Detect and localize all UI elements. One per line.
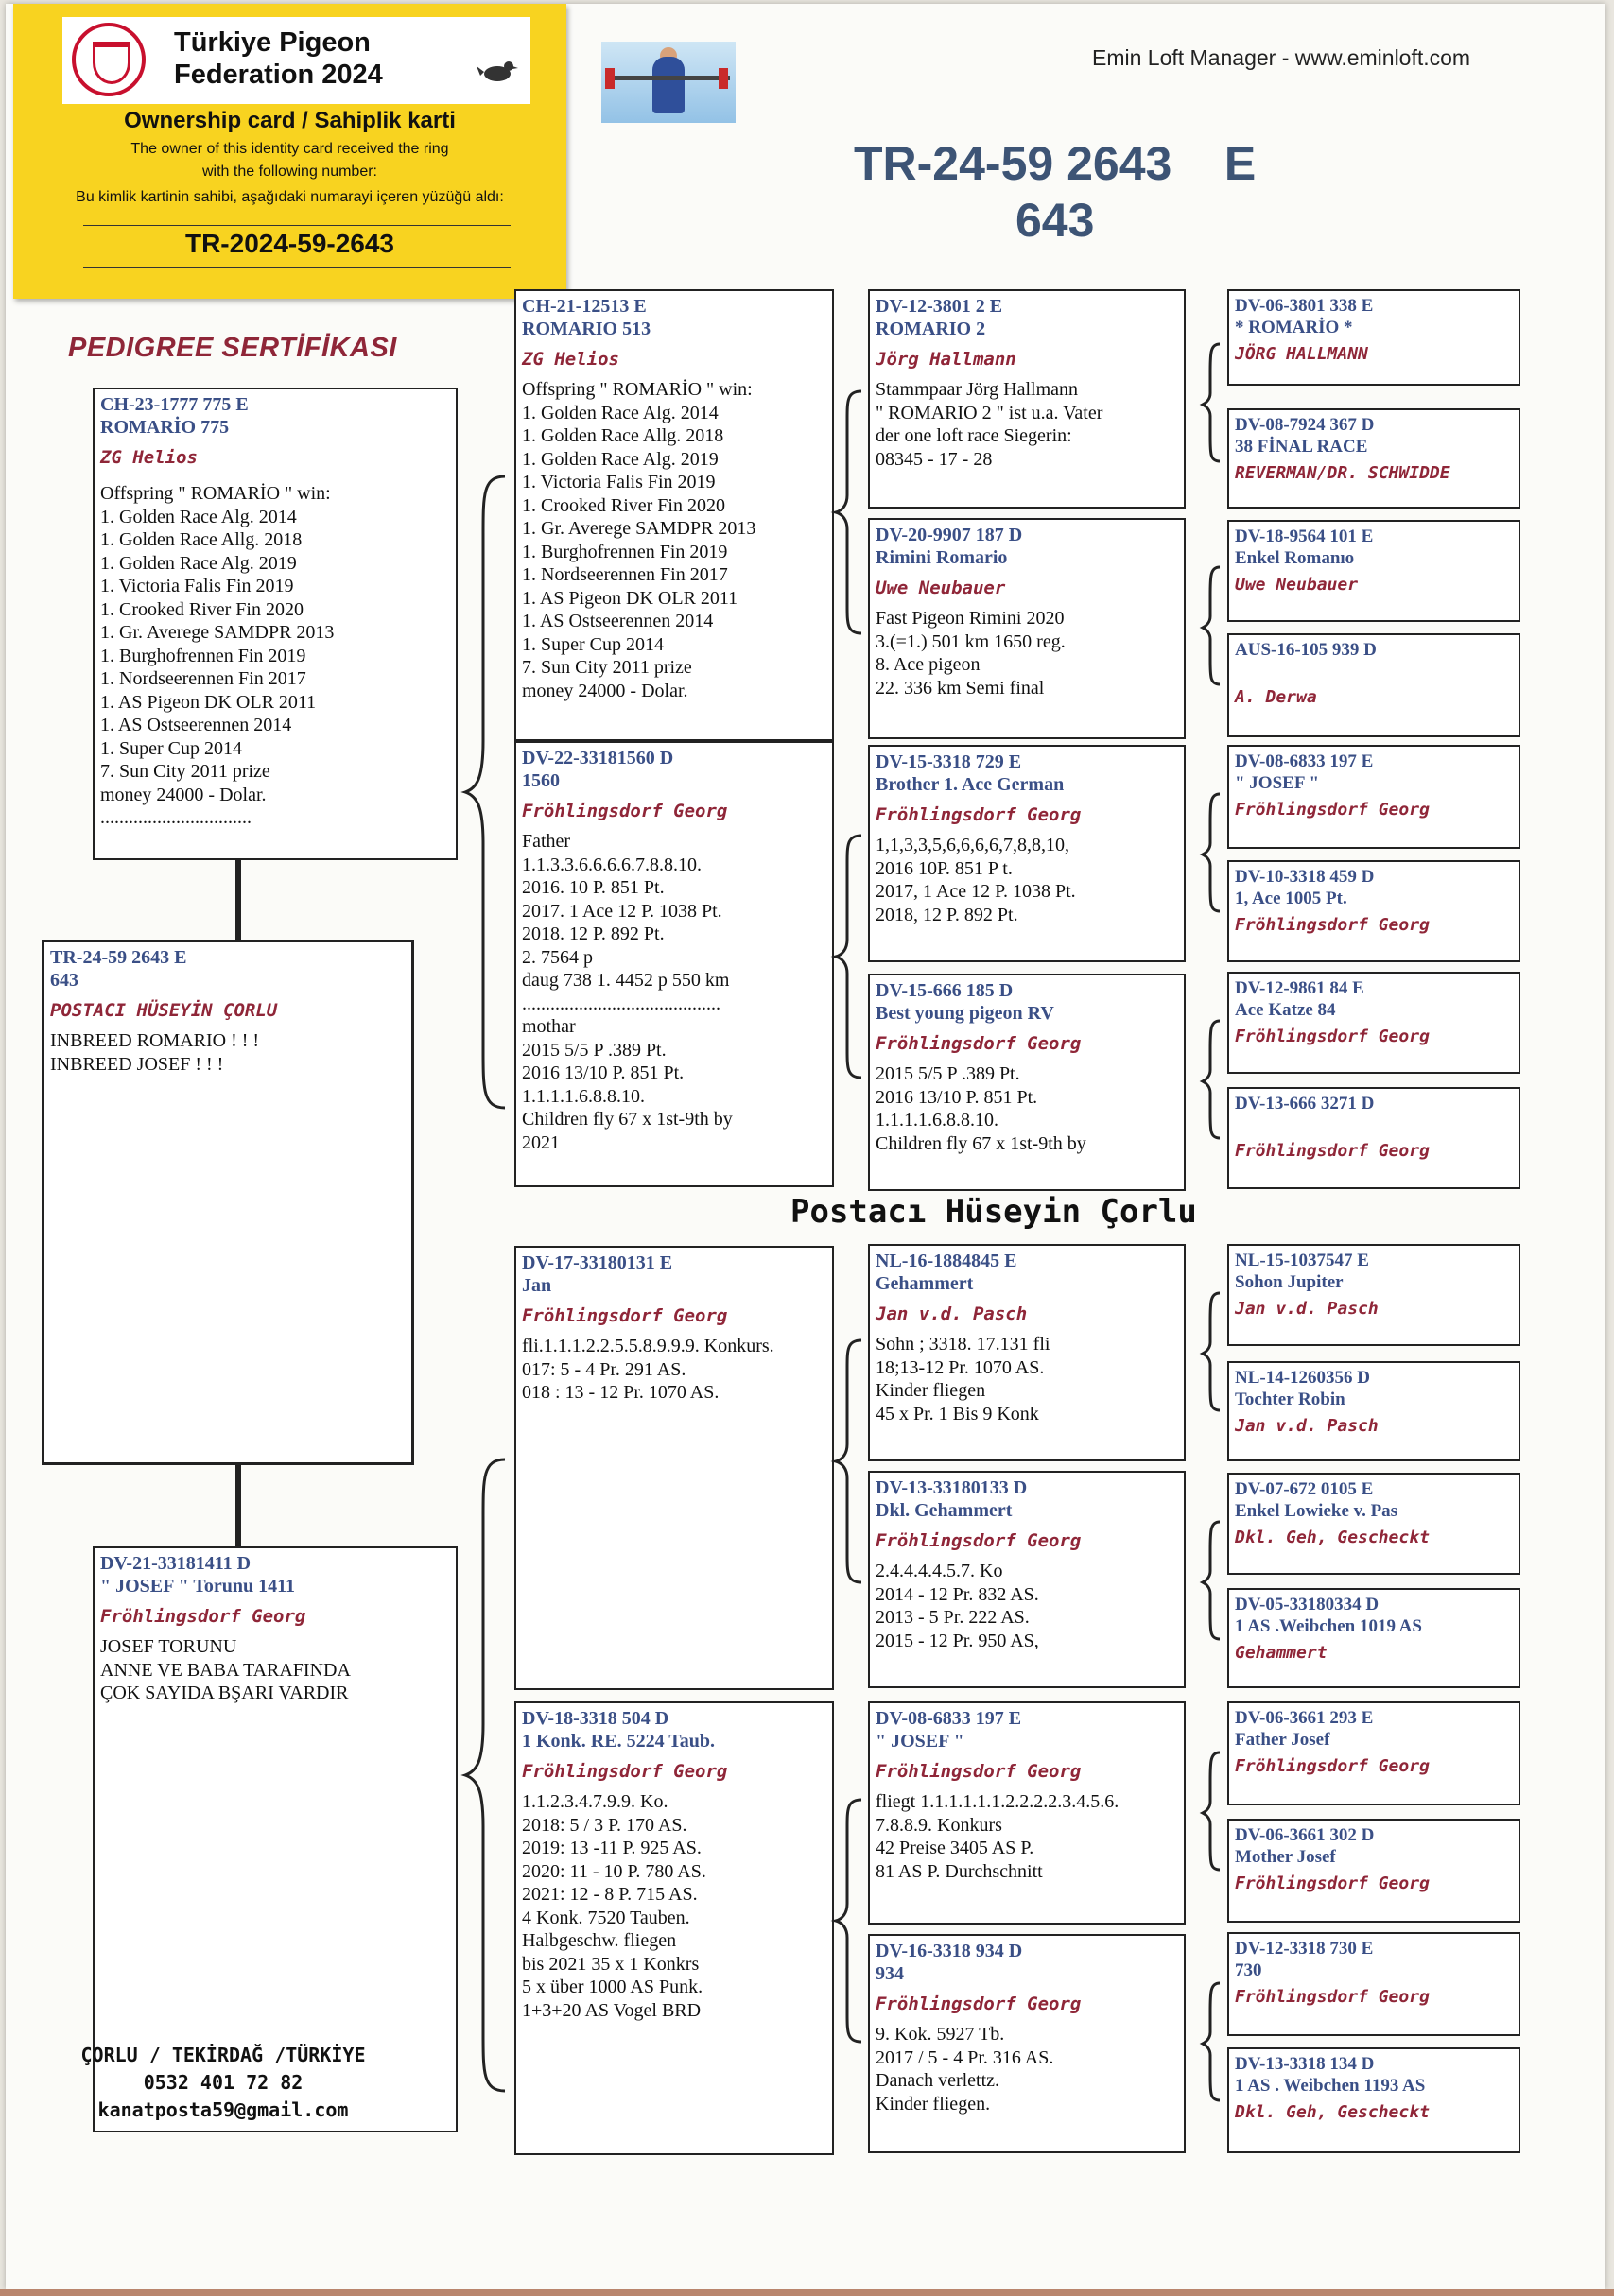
gen3-ring: DV-15-666 185 D bbox=[876, 980, 1014, 1001]
gen3-ring: DV-12-3801 2 E bbox=[876, 296, 1003, 317]
gen2-ring: DV-17-33180131 E bbox=[522, 1252, 673, 1273]
gen3-ring: DV-13-33180133 D bbox=[876, 1477, 1028, 1498]
gen4-name: 1 AS .Weibchen 1019 AS bbox=[1235, 1616, 1422, 1636]
gen4-ring: DV-10-3318 459 D bbox=[1235, 867, 1375, 887]
gen2-breeder: ZG Helios bbox=[522, 349, 619, 370]
gen4-name: Ace Katze 84 bbox=[1235, 1000, 1336, 1020]
mother-breeder: Fröhlingsdorf Georg bbox=[100, 1606, 306, 1627]
gen4-name: Sohon Jupiter bbox=[1235, 1272, 1344, 1292]
gen2-breeder: Fröhlingsdorf Georg bbox=[522, 1761, 728, 1782]
ownership-text-tr: Bu kimlik kartinin sahibi, aşağıdaki numarayi içeren yüzüğü aldı: bbox=[76, 189, 504, 205]
gen2-info: 1.1.2.3.4.7.9.9. Ko. 2018: 5 / 3 P. 170 AS. 2019: 13 -11 P. 925 AS. 2020: 11 - 10 P. 780 AS. 2021: 12 - 8 P. 715 AS. 4 Konk. 7520 Tauben. Halbgeschw. fliegen bis 2021 35 x 1 Konkrs 5 x über 1000 AS Punk. 1+3+20 AS Vogel BRD bbox=[522, 1791, 706, 2021]
main-ring-number: TR-24-59 2643 E bbox=[854, 137, 1257, 190]
gen4-breeder: Fröhlingsdorf Georg bbox=[1235, 800, 1430, 820]
gen2-ring: CH-21-12513 E bbox=[522, 296, 647, 317]
gen2-name: Jan bbox=[522, 1275, 552, 1296]
ownership-card-title: Ownership card / Sahiplik karti bbox=[124, 108, 456, 133]
mother-ring: DV-21-33181411 D bbox=[100, 1553, 252, 1574]
gen4-breeder: Fröhlingsdorf Georg bbox=[1235, 915, 1430, 935]
gen2-box bbox=[514, 289, 834, 741]
gen4-breeder: Jan v.d. Pasch bbox=[1235, 1416, 1379, 1436]
subject-info: INBREED ROMARIO ! ! ! INBREED JOSEF ! ! ! bbox=[50, 1030, 260, 1075]
gen4-name: 1 AS . Weibchen 1193 AS bbox=[1235, 2076, 1426, 2096]
software-credit: Emin Loft Manager - www.eminloft.com bbox=[1092, 45, 1471, 70]
gen4-ring: AUS-16-105 939 D bbox=[1235, 640, 1377, 660]
gen4-box bbox=[1227, 1588, 1520, 1688]
gen2-name: ROMARIO 513 bbox=[522, 319, 651, 339]
certificate-title: PEDIGREE SERTİFİKASI bbox=[68, 333, 397, 363]
gen3-breeder: Fröhlingsdorf Georg bbox=[876, 1033, 1082, 1054]
gen4-name: Enkel Romanıo bbox=[1235, 548, 1355, 568]
pigeon-icon bbox=[477, 57, 518, 85]
gen3-info: 2015 5/5 P .389 Pt. 2016 13/10 P. 851 Pt. 1.1.1.1.6.8.8.10. Children fly 67 x 1st-9th by bbox=[876, 1063, 1086, 1154]
gen4-name: 730 bbox=[1235, 1960, 1262, 1980]
gen4-ring: DV-13-3318 134 D bbox=[1235, 2054, 1375, 2074]
gen4-ring: DV-12-3318 730 E bbox=[1235, 1939, 1374, 1959]
father-breeder: ZG Helios bbox=[100, 447, 198, 468]
ownership-ring-number: TR-2024-59-2643 bbox=[184, 229, 395, 258]
contact-address: ÇORLU / TEKİRDAĞ /TÜRKİYE bbox=[80, 2044, 366, 2066]
gen4-box bbox=[1227, 289, 1520, 386]
gen4-box bbox=[1227, 1819, 1520, 1923]
gen2-ring: DV-22-33181560 D bbox=[522, 748, 674, 768]
gen3-ring: DV-15-3318 729 E bbox=[876, 751, 1022, 772]
gen4-breeder: JÖRG HALLMANN bbox=[1235, 344, 1368, 364]
gen3-name: " JOSEF " bbox=[876, 1731, 964, 1752]
gen3-name: Gehammert bbox=[876, 1273, 974, 1294]
gen4-breeder: Jan v.d. Pasch bbox=[1235, 1299, 1379, 1319]
gen3-breeder: Fröhlingsdorf Georg bbox=[876, 1761, 1082, 1782]
gen2-name: 1560 bbox=[522, 770, 560, 791]
gen4-box bbox=[1227, 1087, 1520, 1189]
gen4-box bbox=[1227, 408, 1520, 509]
gen2-box bbox=[514, 1246, 834, 1690]
weightlifter-photo bbox=[601, 42, 736, 123]
gen3-box bbox=[868, 1244, 1186, 1461]
gen4-ring: NL-15-1037547 E bbox=[1235, 1251, 1369, 1270]
gen4-box bbox=[1227, 860, 1520, 962]
gen4-box bbox=[1227, 2047, 1520, 2153]
gen3-breeder: Fröhlingsdorf Georg bbox=[876, 1530, 1082, 1551]
contact-block bbox=[62, 2042, 384, 2124]
gen3-breeder: Jörg Hallmann bbox=[876, 349, 1016, 370]
gen4-box bbox=[1227, 1932, 1520, 2036]
gen3-box bbox=[868, 1934, 1186, 2153]
gen4-ring: DV-06-3801 338 E bbox=[1235, 296, 1374, 316]
gen4-name: Mother Josef bbox=[1235, 1847, 1336, 1867]
gen4-ring: DV-12-9861 84 E bbox=[1235, 978, 1364, 998]
gen4-breeder: Fröhlingsdorf Georg bbox=[1235, 1141, 1430, 1161]
gen3-name: Best young pigeon RV bbox=[876, 1003, 1054, 1024]
father-ring: CH-23-1777 775 E bbox=[100, 394, 249, 415]
gen4-box bbox=[1227, 972, 1520, 1074]
subject-name: 643 bbox=[50, 970, 78, 991]
gen3-breeder: Jan v.d. Pasch bbox=[876, 1303, 1028, 1324]
gen4-box bbox=[1227, 633, 1520, 737]
gen4-breeder: Fröhlingsdorf Georg bbox=[1235, 1873, 1430, 1893]
gen4-box bbox=[1227, 1701, 1520, 1805]
gen3-info: Sohn ; 3318. 17.131 fli 18;13-12 Pr. 1070 AS. Kinder fliegen 45 x Pr. 1 Bis 9 Konk bbox=[876, 1334, 1050, 1424]
father-name: ROMARİO 775 bbox=[100, 417, 230, 438]
gen2-box bbox=[514, 1701, 834, 2155]
gen4-breeder: REVERMAN/DR. SCHWIDDE bbox=[1235, 463, 1450, 483]
gen4-ring: DV-18-9564 101 E bbox=[1235, 527, 1374, 546]
gen4-ring: DV-08-6833 197 E bbox=[1235, 751, 1374, 771]
gen4-ring: DV-07-672 0105 E bbox=[1235, 1479, 1374, 1499]
father-box bbox=[93, 388, 458, 860]
gen3-box bbox=[868, 1471, 1186, 1688]
gen3-name: 934 bbox=[876, 1963, 904, 1984]
gen2-info: fli.1.1.1.2.2.5.5.8.9.9.9. Konkurs. 017: 5 - 4 Pr. 291 AS. 018 : 13 - 12 Pr. 1070 AS. bbox=[522, 1336, 774, 1403]
gen3-ring: NL-16-1884845 E bbox=[876, 1251, 1017, 1271]
subject-ring: TR-24-59 2643 E bbox=[50, 947, 187, 968]
gen4-box bbox=[1227, 520, 1520, 622]
gen3-box bbox=[868, 289, 1186, 509]
gen2-info: Offspring " ROMARİO " win: 1. Golden Race Alg. 2014 1. Golden Race Allg. 2018 1. Golden Race Alg. 2019 1. Victoria Falis Fin 2019 1. Crooked River Fin 2020 1. Gr. Averege SAMDPR 2013 1. Burghofrennen Fin 2019 1. Nordseerennen Fin 2017 1. AS Pigeon DK OLR 2011 1. AS Ostseerennen 2014 1. Super Cup 2014 7. Sun City 2011 prize money 24000 - Dolar. bbox=[522, 379, 756, 701]
gen2-box bbox=[514, 741, 834, 1187]
divider bbox=[83, 267, 511, 268]
main-short-number: 643 bbox=[1015, 194, 1095, 247]
gen3-info: 2.4.4.4.4.5.7. Ko 2014 - 12 Pr. 832 AS. 2013 - 5 Pr. 222 AS. 2015 - 12 Pr. 950 AS, bbox=[876, 1561, 1039, 1651]
gen3-box bbox=[868, 974, 1186, 1191]
gen2-name: 1 Konk. RE. 5224 Taub. bbox=[522, 1731, 715, 1752]
gen3-breeder: Fröhlingsdorf Georg bbox=[876, 804, 1082, 825]
contact-phone: 0532 401 72 82 bbox=[143, 2071, 304, 2094]
gen3-name: Brother 1. Ace German bbox=[876, 774, 1065, 795]
gen4-ring: DV-13-666 3271 D bbox=[1235, 1094, 1375, 1113]
gen4-ring: NL-14-1260356 D bbox=[1235, 1368, 1371, 1388]
gen3-info: Fast Pigeon Rimini 2020 3.(=1.) 501 km 1650 reg. 8. Ace pigeon 22. 336 km Semi final bbox=[876, 608, 1066, 699]
gen4-breeder: Fröhlingsdorf Georg bbox=[1235, 1027, 1430, 1046]
gen3-box bbox=[868, 518, 1186, 739]
gen4-box bbox=[1227, 745, 1520, 849]
gen4-name: " JOSEF " bbox=[1235, 773, 1320, 793]
gen4-ring: DV-06-3661 293 E bbox=[1235, 1708, 1374, 1728]
gen4-name: Enkel Lowieke v. Pas bbox=[1235, 1501, 1398, 1521]
federation-logo-icon bbox=[72, 23, 146, 96]
gen4-breeder: Fröhlingsdorf Georg bbox=[1235, 1987, 1430, 2007]
gen2-breeder: Fröhlingsdorf Georg bbox=[522, 1305, 728, 1326]
gen3-name: Rimini Romario bbox=[876, 547, 1008, 568]
gen4-name: Father Josef bbox=[1235, 1730, 1330, 1750]
divider bbox=[83, 225, 511, 226]
mother-name: " JOSEF " Torunu 1411 bbox=[100, 1576, 295, 1597]
page-edge bbox=[0, 2289, 1614, 2296]
mother-info: JOSEF TORUNU ANNE VE BABA TARAFINDA ÇOK SAYIDA BŞARI VARDIR bbox=[100, 1636, 351, 1703]
gen3-ring: DV-20-9907 187 D bbox=[876, 525, 1023, 545]
gen4-name: 1, Ace 1005 Pt. bbox=[1235, 889, 1347, 908]
subject-pigeon-box bbox=[42, 940, 414, 1465]
gen4-breeder: Fröhlingsdorf Georg bbox=[1235, 1756, 1430, 1776]
gen4-breeder: Uwe Neubauer bbox=[1235, 575, 1359, 595]
ownership-card bbox=[13, 4, 566, 299]
gen4-name: Tochter Robin bbox=[1235, 1390, 1345, 1409]
gen3-breeder: Fröhlingsdorf Georg bbox=[876, 1994, 1082, 2014]
gen3-box bbox=[868, 745, 1186, 962]
gen4-breeder: A. Derwa bbox=[1235, 687, 1317, 707]
gen3-ring: DV-16-3318 934 D bbox=[876, 1941, 1023, 1961]
gen3-breeder: Uwe Neubauer bbox=[876, 578, 1006, 598]
gen4-ring: DV-06-3661 302 D bbox=[1235, 1825, 1375, 1845]
gen3-info: fliegt 1.1.1.1.1.1.2.2.2.2.3.4.5.6. 7.8.8.9. Konkurs 42 Preise 3405 AS P. 81 AS P. Durchschnitt bbox=[876, 1791, 1119, 1882]
gen3-name: Dkl. Gehammert bbox=[876, 1500, 1013, 1521]
gen4-ring: DV-08-7924 367 D bbox=[1235, 415, 1375, 435]
gen3-name: ROMARIO 2 bbox=[876, 319, 986, 339]
gen4-box bbox=[1227, 1244, 1520, 1346]
gen3-box bbox=[868, 1701, 1186, 1925]
owner-name-center: Postacı Hüseyin Çorlu bbox=[790, 1193, 1197, 1231]
gen3-info: 1,1,3,3,5,6,6,6,6,7,8,8,10, 2016 10P. 851 P t. 2017, 1 Ace 12 P. 1038 Pt. 2018, 12 P. 892 Pt. bbox=[876, 835, 1076, 925]
connector-line bbox=[235, 1465, 241, 1548]
gen4-breeder: Gehammert bbox=[1235, 1643, 1328, 1663]
gen4-breeder: Dkl. Geh, Gescheckt bbox=[1235, 2102, 1430, 2122]
gen4-name: 38 FİNAL RACE bbox=[1235, 437, 1368, 457]
gen2-info: Father 1.1.3.3.6.6.6.6.7.8.8.10. 2016. 10 P. 851 Pt. 2017. 1 Ace 12 P. 1038 Pt. 2018. 12 P. 892 Pt. 2. 7564 p daug 738 1. 4452 p 550 km .......................................... mothar 2015 5/5 P .389 Pt. 2016 13/10 P. 851 Pt. 1.1.1.1.6.8.8.10. Children fly 67 x 1st-9th by 2021 bbox=[522, 831, 733, 1153]
gen3-ring: DV-08-6833 197 E bbox=[876, 1708, 1022, 1729]
connector-line bbox=[235, 860, 241, 941]
gen4-ring: DV-05-33180334 D bbox=[1235, 1595, 1380, 1614]
gen4-breeder: Dkl. Geh, Gescheckt bbox=[1235, 1528, 1430, 1547]
gen2-breeder: Fröhlingsdorf Georg bbox=[522, 801, 728, 821]
gen3-info: 9. Kok. 5927 Tb. 2017 / 5 - 4 Pr. 316 AS. Danach verlettz. Kinder fliegen. bbox=[876, 2024, 1054, 2115]
ownership-text-en: The owner of this identity card received the ring with the following number: bbox=[130, 141, 449, 180]
ownership-card-header bbox=[62, 17, 530, 104]
contact-email: kanatposta59@gmail.com bbox=[97, 2098, 349, 2121]
father-info: Offspring " ROMARİO " win: 1. Golden Race Alg. 2014 1. Golden Race Allg. 2018 1. Golden Race Alg. 2019 1. Victoria Falis Fin 2019 1. Crooked River Fin 2020 1. Gr. Averege SAMDPR 2013 1. Burghofrennen Fin 2019 1. Nordseerennen Fin 2017 1. AS Pigeon DK OLR 2011 1. AS Ostseerennen 2014 1. Super Cup 2014 7. Sun City 2011 prize money 24000 - Dolar. ................................ bbox=[100, 483, 335, 828]
gen4-box bbox=[1227, 1473, 1520, 1575]
gen2-ring: DV-18-3318 504 D bbox=[522, 1708, 669, 1729]
gen4-box bbox=[1227, 1361, 1520, 1461]
pedigree-sheet bbox=[6, 4, 1605, 2289]
gen4-name: * ROMARİO * bbox=[1235, 318, 1353, 337]
gen3-info: Stammpaar Jörg Hallmann " ROMARIO 2 " ist u.a. Vater der one loft race Siegerin: 08345 - 17 - 28 bbox=[876, 379, 1103, 470]
subject-breeder: POSTACI HÜSEYİN ÇORLU bbox=[50, 1000, 278, 1021]
federation-name: Türkiye Pigeon Federation 2024 bbox=[174, 27, 383, 90]
